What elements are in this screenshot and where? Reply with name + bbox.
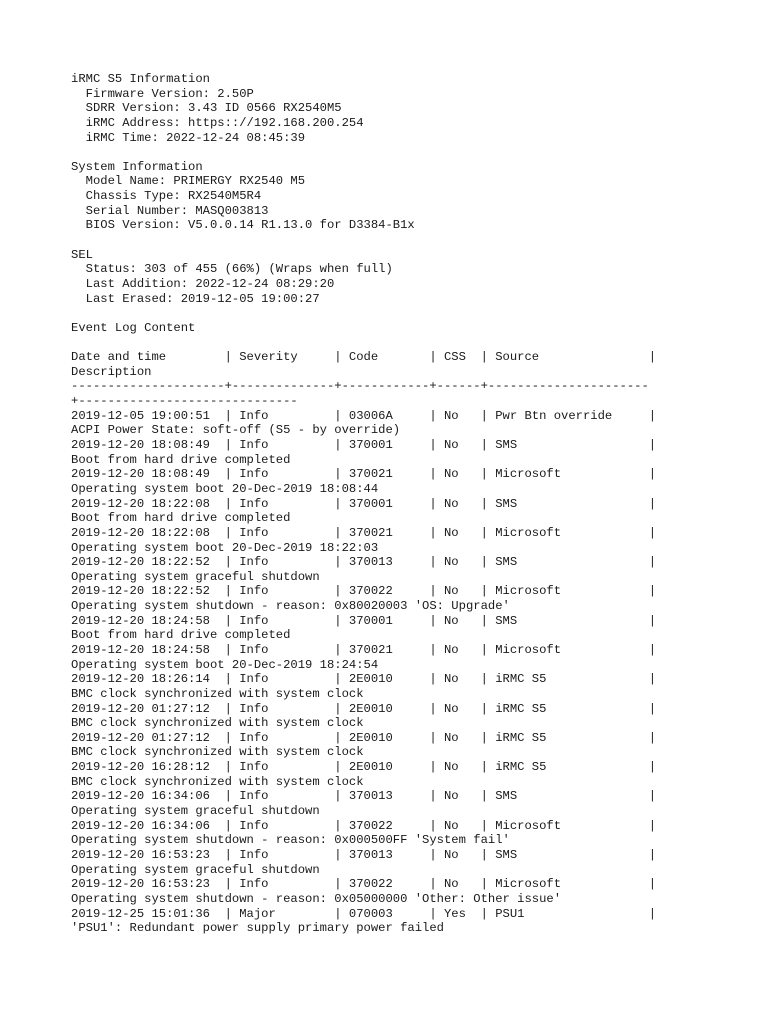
spacer <box>71 336 761 351</box>
row-description: Operating system graceful shutdown <box>71 804 320 819</box>
row-description: Boot from hard drive completed <box>71 628 291 643</box>
row-description: Operating system shutdown - reason: 0x000500FF 'System fail' <box>71 833 510 848</box>
table-header-description: Description <box>71 364 152 379</box>
table-row: 2019-12-20 01:27:12 | Info | 2E0010 | No | iRMC S5 | <box>71 730 657 745</box>
table-row: 2019-12-20 18:08:49 | Info | 370001 | No | SMS | <box>71 438 657 453</box>
table-row: 2019-12-20 18:22:52 | Info | 370022 | No | Microsoft | <box>71 584 657 599</box>
bios-version: BIOS Version: V5.0.0.14 R1.13.0 for D3384-B1x <box>71 218 415 233</box>
table-row: 2019-12-20 18:22:08 | Info | 370001 | No | SMS | <box>71 496 657 511</box>
sdrr-version: SDRR Version: 3.43 ID 0566 RX2540M5 <box>71 101 342 116</box>
sel-section-heading: SEL <box>71 247 93 262</box>
model-name: Model Name: PRIMERGY RX2540 M5 <box>71 174 306 189</box>
row-description: Operating system boot 20-Dec-2019 18:22:03 <box>71 540 379 555</box>
row-description: Boot from hard drive completed <box>71 511 291 526</box>
table-row: 2019-12-20 01:27:12 | Info | 2E0010 | No | iRMC S5 | <box>71 701 657 716</box>
table-row: 2019-12-20 18:24:58 | Info | 370021 | No | Microsoft | <box>71 642 657 657</box>
row-description: Operating system graceful shutdown <box>71 569 320 584</box>
spacer <box>71 145 761 160</box>
row-description: Operating system shutdown - reason: 0x80020003 'OS: Upgrade' <box>71 599 510 614</box>
row-description: 'PSU1': Redundant power supply primary power failed <box>71 921 444 936</box>
table-row: 2019-12-20 18:26:14 | Info | 2E0010 | No | iRMC S5 | <box>71 672 657 687</box>
table-row: 2019-12-20 18:22:08 | Info | 370021 | No | Microsoft | <box>71 525 657 540</box>
row-description: BMC clock synchronized with system clock <box>71 745 364 760</box>
table-row: 2019-12-20 18:24:58 | Info | 370001 | No | SMS | <box>71 613 657 628</box>
firmware-version: Firmware Version: 2.50P <box>71 86 254 101</box>
table-row: 2019-12-20 16:34:06 | Info | 370013 | No | SMS | <box>71 789 657 804</box>
row-description: BMC clock synchronized with system clock <box>71 686 364 701</box>
row-description: Operating system graceful shutdown <box>71 862 320 877</box>
table-row: 2019-12-20 18:22:52 | Info | 370013 | No | SMS | <box>71 555 657 570</box>
table-row: 2019-12-20 16:28:12 | Info | 2E0010 | No | iRMC S5 | <box>71 760 657 775</box>
irmc-time: iRMC Time: 2022-12-24 08:45:39 <box>71 130 306 145</box>
table-row: 2019-12-20 16:34:06 | Info | 370022 | No | Microsoft | <box>71 818 657 833</box>
irmc-section-heading: iRMC S5 Information <box>71 72 210 86</box>
table-header: Date and time | Severity | Code | CSS | Source | <box>71 350 657 365</box>
table-row: 2019-12-20 18:08:49 | Info | 370021 | No | Microsoft | <box>71 467 657 482</box>
sel-last-addition: Last Addition: 2022-12-24 08:29:20 <box>71 276 335 291</box>
chassis-type: Chassis Type: RX2540M5R4 <box>71 189 262 204</box>
table-separator-continued: +------------------------------ <box>71 394 298 409</box>
log-document <box>71 72 761 936</box>
row-description: ACPI Power State: soft-off (S5 - by override) <box>71 423 401 438</box>
table-row: 2019-12-20 16:53:23 | Info | 370022 | No | Microsoft | <box>71 877 657 892</box>
event-log-heading: Event Log Content <box>71 320 196 335</box>
table-row: 2019-12-25 15:01:36 | Major | 070003 | Yes | PSU1 | <box>71 906 657 921</box>
spacer <box>71 233 761 248</box>
sel-last-erased: Last Erased: 2019-12-05 19:00:27 <box>71 291 320 306</box>
table-separator: ---------------------+--------------+------------+------+---------------------- <box>71 379 649 394</box>
row-description: BMC clock synchronized with system clock <box>71 774 364 789</box>
row-description: Operating system boot 20-Dec-2019 18:08:44 <box>71 481 379 496</box>
row-description: Operating system shutdown - reason: 0x05000000 'Other: Other issue' <box>71 891 562 906</box>
spacer <box>71 306 761 321</box>
sel-status: Status: 303 of 455 (66%) (Wraps when full) <box>71 262 393 277</box>
system-section-heading: System Information <box>71 159 203 174</box>
row-description: Boot from hard drive completed <box>71 452 291 467</box>
serial-number: Serial Number: MASQ003813 <box>71 203 269 218</box>
table-row: 2019-12-20 16:53:23 | Info | 370013 | No | SMS | <box>71 847 657 862</box>
irmc-address: iRMC Address: https:://192.168.200.254 <box>71 115 364 130</box>
row-description: Operating system boot 20-Dec-2019 18:24:54 <box>71 657 379 672</box>
table-row: 2019-12-05 19:00:51 | Info | 03006A | No | Pwr Btn override | <box>71 408 657 423</box>
row-description: BMC clock synchronized with system clock <box>71 716 364 731</box>
